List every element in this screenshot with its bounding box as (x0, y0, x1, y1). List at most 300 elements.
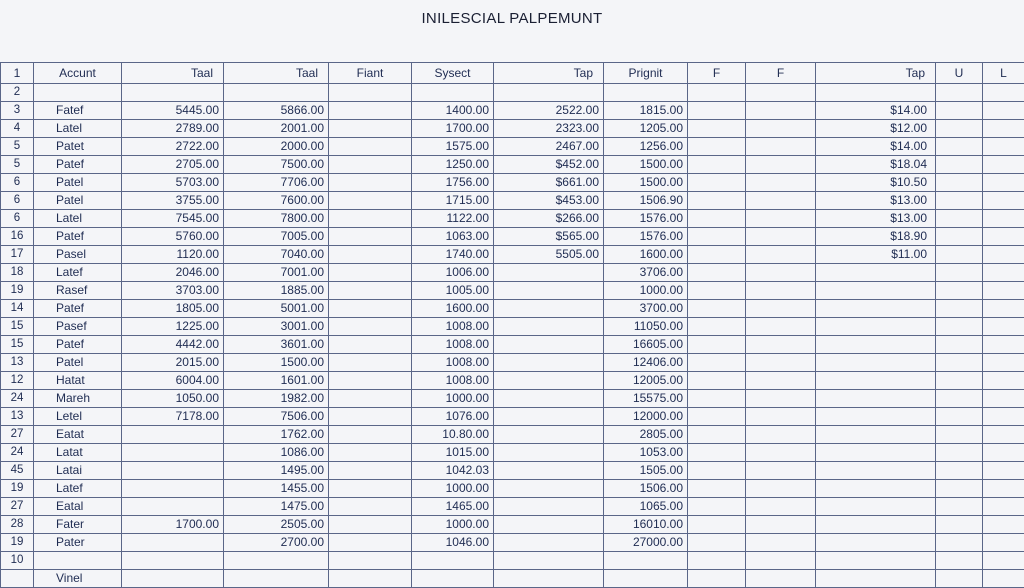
row-number-cell[interactable]: 18 (1, 264, 34, 282)
table-cell[interactable] (412, 552, 494, 570)
table-cell[interactable] (34, 84, 122, 102)
table-cell[interactable]: 1815.00 (604, 102, 688, 120)
table-cell[interactable] (746, 480, 816, 498)
table-cell[interactable] (329, 102, 412, 120)
table-cell[interactable]: 2323.00 (494, 120, 604, 138)
table-cell[interactable] (936, 228, 983, 246)
table-cell[interactable] (688, 354, 746, 372)
table-cell[interactable] (122, 444, 224, 462)
row-number-cell[interactable]: 13 (1, 354, 34, 372)
table-cell[interactable]: $11.00 (816, 246, 936, 264)
table-cell[interactable] (494, 318, 604, 336)
table-cell[interactable] (122, 84, 224, 102)
table-cell[interactable]: 1575.00 (412, 138, 494, 156)
row-number-cell[interactable]: 13 (1, 408, 34, 426)
table-cell[interactable] (329, 246, 412, 264)
table-cell[interactable] (936, 318, 983, 336)
table-cell[interactable] (688, 228, 746, 246)
table-cell[interactable] (688, 174, 746, 192)
table-cell[interactable]: 1000.00 (412, 480, 494, 498)
table-cell[interactable] (122, 552, 224, 570)
table-cell[interactable]: 1506.90 (604, 192, 688, 210)
table-cell[interactable]: 7178.00 (122, 408, 224, 426)
table-cell[interactable]: 5001.00 (224, 300, 329, 318)
row-number-cell[interactable]: 15 (1, 336, 34, 354)
table-cell[interactable] (983, 264, 1024, 282)
table-cell[interactable]: 10.80.00 (412, 426, 494, 444)
table-cell[interactable]: 1122.00 (412, 210, 494, 228)
table-cell[interactable] (746, 354, 816, 372)
table-cell[interactable]: $565.00 (494, 228, 604, 246)
table-cell[interactable]: 1005.00 (412, 282, 494, 300)
table-cell[interactable] (983, 516, 1024, 534)
table-cell[interactable]: 1065.00 (604, 498, 688, 516)
table-cell[interactable] (816, 84, 936, 102)
table-cell[interactable] (329, 480, 412, 498)
table-cell[interactable] (688, 336, 746, 354)
table-cell[interactable] (983, 426, 1024, 444)
table-cell[interactable] (688, 84, 746, 102)
table-cell[interactable]: 1015.00 (412, 444, 494, 462)
table-cell[interactable]: 2001.00 (224, 120, 329, 138)
table-cell[interactable] (494, 444, 604, 462)
table-cell[interactable] (983, 552, 1024, 570)
table-cell[interactable]: 1050.00 (122, 390, 224, 408)
column-header[interactable]: Taal (122, 63, 224, 84)
table-cell[interactable]: 7040.00 (224, 246, 329, 264)
table-cell[interactable] (983, 174, 1024, 192)
table-cell[interactable]: 1000.00 (412, 516, 494, 534)
table-cell[interactable]: 2467.00 (494, 138, 604, 156)
table-cell[interactable] (983, 408, 1024, 426)
table-cell[interactable] (122, 534, 224, 552)
table-cell[interactable] (329, 408, 412, 426)
table-cell[interactable] (494, 282, 604, 300)
table-cell[interactable]: 1700.00 (412, 120, 494, 138)
table-cell[interactable]: 2705.00 (122, 156, 224, 174)
table-cell[interactable] (936, 552, 983, 570)
column-header[interactable]: Tap (494, 63, 604, 84)
row-number-cell[interactable]: 19 (1, 534, 34, 552)
table-cell[interactable] (329, 498, 412, 516)
table-cell[interactable]: Patef (34, 336, 122, 354)
table-cell[interactable] (329, 372, 412, 390)
table-cell[interactable]: 1008.00 (412, 336, 494, 354)
table-cell[interactable] (34, 552, 122, 570)
table-cell[interactable] (983, 102, 1024, 120)
table-cell[interactable] (746, 174, 816, 192)
table-cell[interactable] (688, 444, 746, 462)
row-number-cell[interactable]: 12 (1, 372, 34, 390)
row-number-cell[interactable]: 27 (1, 498, 34, 516)
table-cell[interactable] (936, 534, 983, 552)
table-cell[interactable] (494, 372, 604, 390)
table-cell[interactable]: 2722.00 (122, 138, 224, 156)
table-cell[interactable]: 1046.00 (412, 534, 494, 552)
table-cell[interactable]: 1000.00 (412, 390, 494, 408)
table-cell[interactable]: $14.00 (816, 102, 936, 120)
table-cell[interactable] (816, 390, 936, 408)
table-cell[interactable] (329, 354, 412, 372)
table-cell[interactable]: 1715.00 (412, 192, 494, 210)
table-cell[interactable]: 5703.00 (122, 174, 224, 192)
column-header[interactable]: Tap (816, 63, 936, 84)
table-cell[interactable]: Latel (34, 210, 122, 228)
table-cell[interactable] (329, 534, 412, 552)
table-cell[interactable] (983, 156, 1024, 174)
table-cell[interactable] (983, 318, 1024, 336)
row-number-cell[interactable]: 45 (1, 462, 34, 480)
table-cell[interactable] (936, 210, 983, 228)
table-cell[interactable] (494, 408, 604, 426)
table-cell[interactable]: $452.00 (494, 156, 604, 174)
table-cell[interactable] (936, 354, 983, 372)
table-cell[interactable] (329, 516, 412, 534)
table-cell[interactable] (329, 552, 412, 570)
table-cell[interactable] (122, 498, 224, 516)
table-cell[interactable] (816, 480, 936, 498)
table-cell[interactable]: Hatat (34, 372, 122, 390)
row-number-cell[interactable]: 19 (1, 282, 34, 300)
table-cell[interactable]: 7005.00 (224, 228, 329, 246)
table-cell[interactable] (983, 210, 1024, 228)
table-cell[interactable] (688, 372, 746, 390)
table-cell[interactable] (329, 426, 412, 444)
row-number-cell[interactable]: 28 (1, 516, 34, 534)
table-cell[interactable]: 2805.00 (604, 426, 688, 444)
table-cell[interactable] (936, 336, 983, 354)
table-cell[interactable]: 16605.00 (604, 336, 688, 354)
table-cell[interactable] (604, 84, 688, 102)
table-cell[interactable]: 1805.00 (122, 300, 224, 318)
row-number-cell[interactable]: 5 (1, 138, 34, 156)
column-header[interactable]: F (688, 63, 746, 84)
table-cell[interactable]: 1008.00 (412, 318, 494, 336)
table-cell[interactable]: Patef (34, 300, 122, 318)
table-cell[interactable] (494, 336, 604, 354)
table-cell[interactable] (816, 444, 936, 462)
table-cell[interactable]: 1042.03 (412, 462, 494, 480)
row-number-cell[interactable]: 6 (1, 210, 34, 228)
table-cell[interactable]: Patel (34, 192, 122, 210)
table-cell[interactable] (936, 408, 983, 426)
table-cell[interactable]: 1506.00 (604, 480, 688, 498)
table-cell[interactable]: 1740.00 (412, 246, 494, 264)
table-cell[interactable] (746, 102, 816, 120)
row-number-cell[interactable]: 3 (1, 102, 34, 120)
column-header[interactable]: Taal (224, 63, 329, 84)
table-cell[interactable] (688, 246, 746, 264)
table-cell[interactable]: 7506.00 (224, 408, 329, 426)
table-cell[interactable]: 3601.00 (224, 336, 329, 354)
table-cell[interactable] (746, 120, 816, 138)
table-cell[interactable]: 16010.00 (604, 516, 688, 534)
table-cell[interactable] (746, 408, 816, 426)
table-cell[interactable]: Mareh (34, 390, 122, 408)
table-cell[interactable]: Patef (34, 228, 122, 246)
table-cell[interactable] (329, 444, 412, 462)
table-cell[interactable]: Latel (34, 120, 122, 138)
table-cell[interactable]: 4442.00 (122, 336, 224, 354)
table-cell[interactable] (688, 120, 746, 138)
column-header[interactable]: F (746, 63, 816, 84)
table-cell[interactable] (329, 300, 412, 318)
table-cell[interactable] (746, 336, 816, 354)
table-cell[interactable] (329, 462, 412, 480)
table-cell[interactable] (688, 318, 746, 336)
table-cell[interactable]: 5445.00 (122, 102, 224, 120)
table-cell[interactable]: Latat (34, 444, 122, 462)
table-cell[interactable] (936, 138, 983, 156)
table-cell[interactable]: $453.00 (494, 192, 604, 210)
table-cell[interactable] (746, 426, 816, 444)
table-cell[interactable]: 1086.00 (224, 444, 329, 462)
table-cell[interactable]: 1008.00 (412, 372, 494, 390)
table-cell[interactable] (816, 300, 936, 318)
table-cell[interactable] (936, 246, 983, 264)
table-cell[interactable] (816, 264, 936, 282)
table-cell[interactable] (746, 318, 816, 336)
table-cell[interactable]: 1076.00 (412, 408, 494, 426)
table-cell[interactable] (329, 174, 412, 192)
table-cell[interactable] (746, 264, 816, 282)
table-cell[interactable] (816, 498, 936, 516)
table-cell[interactable]: 1700.00 (122, 516, 224, 534)
column-header[interactable]: Fiant (329, 63, 412, 84)
table-cell[interactable]: $661.00 (494, 174, 604, 192)
table-cell[interactable]: Latef (34, 480, 122, 498)
table-cell[interactable]: Patet (34, 138, 122, 156)
table-cell[interactable] (688, 480, 746, 498)
table-cell[interactable] (936, 282, 983, 300)
table-cell[interactable] (746, 372, 816, 390)
table-cell[interactable] (983, 462, 1024, 480)
table-cell[interactable] (746, 210, 816, 228)
table-cell[interactable]: 3755.00 (122, 192, 224, 210)
table-cell[interactable] (816, 552, 936, 570)
table-cell[interactable] (936, 390, 983, 408)
table-cell[interactable]: 7800.00 (224, 210, 329, 228)
table-cell[interactable]: 2789.00 (122, 120, 224, 138)
column-header[interactable]: Sysect (412, 63, 494, 84)
table-cell[interactable] (983, 498, 1024, 516)
table-cell[interactable]: 1256.00 (604, 138, 688, 156)
table-cell[interactable]: 7545.00 (122, 210, 224, 228)
table-cell[interactable] (494, 300, 604, 318)
table-cell[interactable] (983, 246, 1024, 264)
table-cell[interactable]: Patel (34, 354, 122, 372)
table-cell[interactable] (329, 336, 412, 354)
row-number-cell[interactable]: 6 (1, 174, 34, 192)
row-number-cell[interactable]: 2 (1, 84, 34, 102)
table-cell[interactable] (224, 552, 329, 570)
table-cell[interactable]: 2522.00 (494, 102, 604, 120)
table-cell[interactable]: $266.00 (494, 210, 604, 228)
table-cell[interactable]: 1576.00 (604, 228, 688, 246)
table-cell[interactable]: 12005.00 (604, 372, 688, 390)
table-cell[interactable]: 1576.00 (604, 210, 688, 228)
row-number-cell[interactable]: 14 (1, 300, 34, 318)
table-cell[interactable]: 1000.00 (604, 282, 688, 300)
table-cell[interactable] (329, 390, 412, 408)
table-cell[interactable] (936, 300, 983, 318)
column-header[interactable]: U (936, 63, 983, 84)
table-cell[interactable]: Fatef (34, 102, 122, 120)
table-cell[interactable]: 1600.00 (604, 246, 688, 264)
table-cell[interactable] (983, 138, 1024, 156)
table-cell[interactable]: 1225.00 (122, 318, 224, 336)
table-cell[interactable]: 1495.00 (224, 462, 329, 480)
column-header[interactable]: Prignit (604, 63, 688, 84)
table-cell[interactable] (983, 480, 1024, 498)
table-cell[interactable]: 7706.00 (224, 174, 329, 192)
table-cell[interactable] (494, 534, 604, 552)
row-number-cell[interactable]: 19 (1, 480, 34, 498)
table-cell[interactable] (816, 534, 936, 552)
table-cell[interactable] (688, 156, 746, 174)
table-cell[interactable]: 1885.00 (224, 282, 329, 300)
table-cell[interactable] (329, 192, 412, 210)
table-cell[interactable] (816, 336, 936, 354)
table-cell[interactable]: Fater (34, 516, 122, 534)
table-cell[interactable] (746, 138, 816, 156)
table-cell[interactable]: 7600.00 (224, 192, 329, 210)
table-cell[interactable]: 2700.00 (224, 534, 329, 552)
table-cell[interactable]: $13.00 (816, 192, 936, 210)
table-cell[interactable] (688, 102, 746, 120)
table-cell[interactable] (746, 282, 816, 300)
row-number-cell[interactable]: 17 (1, 246, 34, 264)
table-cell[interactable] (688, 534, 746, 552)
table-cell[interactable]: $13.00 (816, 210, 936, 228)
table-cell[interactable]: 3703.00 (122, 282, 224, 300)
table-cell[interactable] (983, 390, 1024, 408)
table-cell[interactable] (494, 390, 604, 408)
table-cell[interactable] (936, 192, 983, 210)
table-cell[interactable] (746, 84, 816, 102)
table-cell[interactable]: Patel (34, 174, 122, 192)
table-cell[interactable]: Rasef (34, 282, 122, 300)
table-cell[interactable]: $18.90 (816, 228, 936, 246)
table-cell[interactable] (983, 534, 1024, 552)
table-cell[interactable]: 3001.00 (224, 318, 329, 336)
table-cell[interactable]: 2046.00 (122, 264, 224, 282)
table-cell[interactable]: 1250.00 (412, 156, 494, 174)
table-cell[interactable] (688, 138, 746, 156)
table-cell[interactable] (936, 480, 983, 498)
table-cell[interactable]: 1500.00 (604, 174, 688, 192)
row-number-cell[interactable]: 4 (1, 120, 34, 138)
row-number-cell[interactable]: 24 (1, 444, 34, 462)
table-cell[interactable] (746, 228, 816, 246)
table-cell[interactable]: $10.50 (816, 174, 936, 192)
table-cell[interactable] (329, 264, 412, 282)
table-cell[interactable]: 2505.00 (224, 516, 329, 534)
table-cell[interactable]: 3706.00 (604, 264, 688, 282)
table-cell[interactable]: 1063.00 (412, 228, 494, 246)
table-cell[interactable]: 5760.00 (122, 228, 224, 246)
table-cell[interactable] (494, 426, 604, 444)
table-cell[interactable] (936, 462, 983, 480)
row-number-cell[interactable]: 24 (1, 390, 34, 408)
row-number-cell[interactable]: 6 (1, 192, 34, 210)
table-cell[interactable]: 1982.00 (224, 390, 329, 408)
table-cell[interactable] (983, 354, 1024, 372)
table-cell[interactable] (688, 426, 746, 444)
table-cell[interactable] (604, 552, 688, 570)
table-cell[interactable] (494, 552, 604, 570)
table-cell[interactable]: $14.00 (816, 138, 936, 156)
table-cell[interactable] (816, 462, 936, 480)
table-cell[interactable] (936, 372, 983, 390)
table-cell[interactable] (122, 426, 224, 444)
table-cell[interactable] (816, 354, 936, 372)
column-header[interactable]: Accunt (34, 63, 122, 84)
table-cell[interactable] (936, 102, 983, 120)
table-cell[interactable] (329, 156, 412, 174)
table-cell[interactable] (494, 498, 604, 516)
table-cell[interactable]: 1500.00 (224, 354, 329, 372)
table-cell[interactable] (494, 354, 604, 372)
table-cell[interactable]: 27000.00 (604, 534, 688, 552)
table-cell[interactable] (494, 264, 604, 282)
table-cell[interactable]: 12000.00 (604, 408, 688, 426)
table-cell[interactable] (688, 390, 746, 408)
table-cell[interactable]: 1053.00 (604, 444, 688, 462)
table-cell[interactable]: 1120.00 (122, 246, 224, 264)
table-cell[interactable] (688, 210, 746, 228)
table-cell[interactable] (329, 282, 412, 300)
table-cell[interactable] (983, 300, 1024, 318)
table-cell[interactable] (494, 462, 604, 480)
table-cell[interactable] (936, 516, 983, 534)
table-cell[interactable] (329, 84, 412, 102)
table-cell[interactable]: 1475.00 (224, 498, 329, 516)
table-cell[interactable]: Pasel (34, 246, 122, 264)
table-cell[interactable] (329, 318, 412, 336)
table-cell[interactable]: 1008.00 (412, 354, 494, 372)
table-cell[interactable]: 1505.00 (604, 462, 688, 480)
table-cell[interactable]: Vinel (34, 570, 122, 588)
table-cell[interactable] (688, 282, 746, 300)
table-cell[interactable] (983, 372, 1024, 390)
table-cell[interactable]: 3700.00 (604, 300, 688, 318)
table-cell[interactable]: 1205.00 (604, 120, 688, 138)
table-cell[interactable] (936, 84, 983, 102)
table-cell[interactable]: 12406.00 (604, 354, 688, 372)
table-cell[interactable] (816, 318, 936, 336)
table-cell[interactable] (936, 444, 983, 462)
table-cell[interactable]: Eatal (34, 498, 122, 516)
table-cell[interactable]: Eatat (34, 426, 122, 444)
table-cell[interactable]: 2015.00 (122, 354, 224, 372)
table-cell[interactable] (936, 264, 983, 282)
table-cell[interactable] (746, 534, 816, 552)
table-cell[interactable]: 1400.00 (412, 102, 494, 120)
table-cell[interactable] (816, 516, 936, 534)
table-cell[interactable]: 7500.00 (224, 156, 329, 174)
table-cell[interactable]: 5866.00 (224, 102, 329, 120)
table-cell[interactable]: Patef (34, 156, 122, 174)
table-cell[interactable] (983, 444, 1024, 462)
table-cell[interactable] (329, 228, 412, 246)
table-cell[interactable] (688, 264, 746, 282)
table-cell[interactable] (983, 192, 1024, 210)
table-cell[interactable]: 5505.00 (494, 246, 604, 264)
table-cell[interactable] (412, 84, 494, 102)
table-cell[interactable] (688, 408, 746, 426)
table-cell[interactable]: 15575.00 (604, 390, 688, 408)
